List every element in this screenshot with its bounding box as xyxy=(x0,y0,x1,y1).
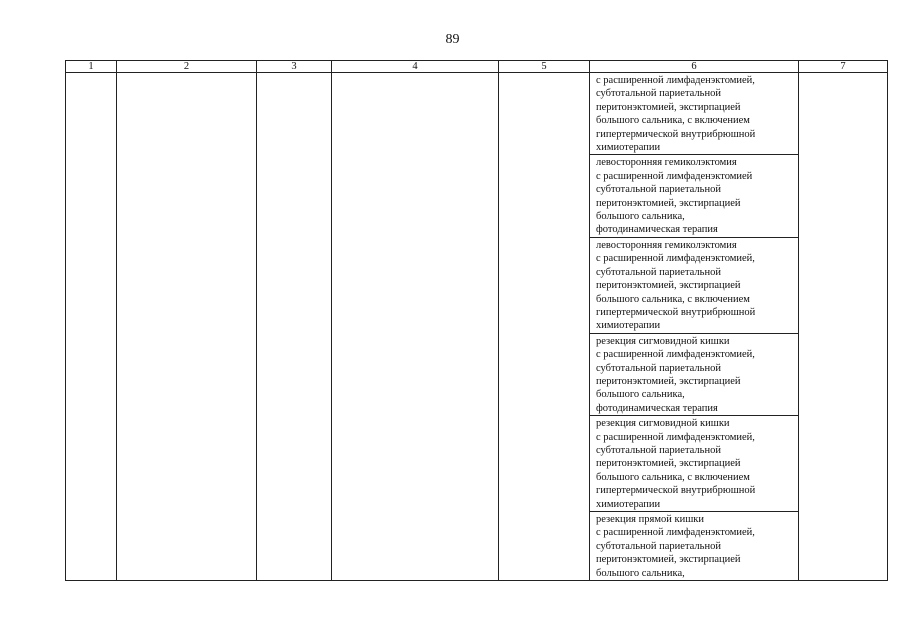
entry-line: гипертермической внутрибрюшной xyxy=(596,128,756,140)
entry-line: большого сальника, с включением xyxy=(596,115,750,127)
entry-line: гипертермической внутрибрюшной xyxy=(596,306,756,318)
header-col-7: 7 xyxy=(799,61,888,73)
entry-line: химиотерапии xyxy=(596,498,661,510)
page-number: 89 xyxy=(445,32,460,47)
procedure-entry xyxy=(590,416,798,512)
entry-line: большого сальника, с включением xyxy=(596,471,750,483)
header-col-2: 2 xyxy=(117,61,257,73)
header-col-6: 6 xyxy=(590,61,799,73)
cell-col-4 xyxy=(332,73,499,581)
header-col-5: 5 xyxy=(499,61,590,73)
entry-line: резекция прямой кишки xyxy=(596,514,705,525)
entry-line: химиотерапии xyxy=(596,320,661,332)
procedure-entry xyxy=(590,334,798,416)
entry-line: с расширенной лимфаденэктомией xyxy=(596,170,753,182)
entry-line: резекция сигмовидной кишки xyxy=(596,418,730,430)
entry-line: субтотальной париетальной xyxy=(596,362,721,374)
entry-line: левосторонняя гемиколэктомия xyxy=(596,239,737,251)
procedures-table xyxy=(65,60,888,581)
entry-line: левосторонняя гемиколэктомия xyxy=(596,157,737,169)
entry-line: гипертермической внутрибрюшной xyxy=(596,485,756,497)
header-col-1: 1 xyxy=(66,61,117,73)
entry-line: фотодинамическая терапия xyxy=(596,402,718,414)
cell-col-7 xyxy=(799,73,888,581)
entry-line: перитонэктомией, экстирпацией xyxy=(596,197,741,209)
entry-line: субтотальной париетальной xyxy=(596,88,721,100)
procedure-entry xyxy=(590,512,798,580)
procedure-entry xyxy=(590,155,798,237)
entry-line: с расширенной лимфаденэктомией, xyxy=(596,253,755,265)
entry-line: большого сальника, xyxy=(596,567,685,579)
entry-line: перитонэктомией, экстирпацией xyxy=(596,458,741,470)
cell-col-2 xyxy=(117,73,257,581)
entry-line: перитонэктомией, экстирпацией xyxy=(596,280,741,292)
entry-line: большого сальника, xyxy=(596,389,685,401)
entry-line: с расширенной лимфаденэктомией, xyxy=(596,431,755,443)
cell-col-6 xyxy=(590,73,799,581)
procedure-entry xyxy=(590,238,798,334)
entry-line: перитонэктомией, экстирпацией xyxy=(596,554,741,566)
entry-line: перитонэктомией, экстирпацией xyxy=(596,375,741,387)
cell-col-3 xyxy=(257,73,332,581)
cell-col-1 xyxy=(66,73,117,581)
entry-line: субтотальной париетальной xyxy=(596,266,721,278)
header-row xyxy=(66,61,888,73)
entry-line: химиотерапии xyxy=(596,142,661,154)
header-col-3: 3 xyxy=(257,61,332,73)
entry-line: с расширенной лимфаденэктомией, xyxy=(596,527,755,539)
procedure-entry xyxy=(590,73,798,155)
entry-line: перитонэктомией, экстирпацией xyxy=(596,101,741,113)
entry-line: субтотальной париетальной xyxy=(596,540,721,552)
header-col-4: 4 xyxy=(332,61,499,73)
table-row xyxy=(66,73,888,581)
entry-line: субтотальной париетальной xyxy=(596,184,721,196)
entry-line: фотодинамическая терапия xyxy=(596,224,718,236)
entry-line: большого сальника, xyxy=(596,211,685,223)
entry-line: субтотальной париетальной xyxy=(596,444,721,456)
entry-line: с расширенной лимфаденэктомией, xyxy=(596,75,755,86)
entry-line: с расширенной лимфаденэктомией, xyxy=(596,349,755,361)
cell-col-5 xyxy=(499,73,590,581)
entry-line: большого сальника, с включением xyxy=(596,293,750,305)
entry-line: резекция сигмовидной кишки xyxy=(596,335,730,347)
